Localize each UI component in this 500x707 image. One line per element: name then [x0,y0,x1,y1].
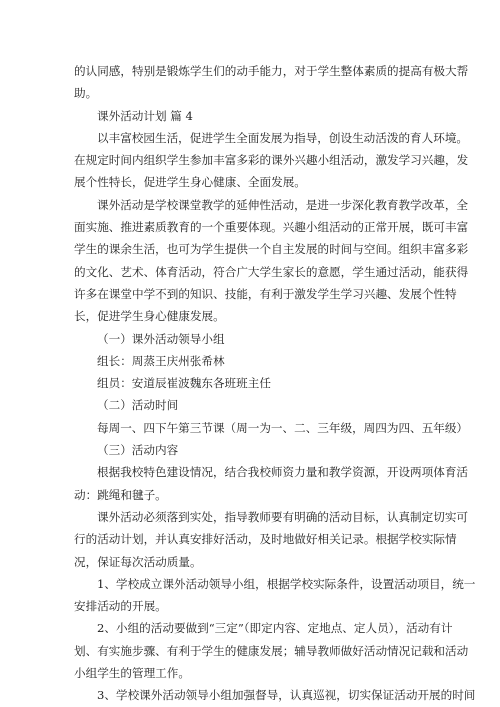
subsection-heading: （一）课外活动领导小组 [97,331,225,346]
text-line: 课外活动必须落到实处，指导教师要有明确的活动目标，认真制定切实可 [97,509,469,524]
text-line: 展个性特长，促进学生身心健康、全面发展。 [74,175,306,190]
text-line: 组员：安道辰崔波魏东各班班主任 [97,376,271,391]
text-line: 许多在课堂中学不到的知识、技能，有利于激发学生学习兴趣、发展个性特 [74,286,457,301]
text-line: 每周一、四下午第三节课（周一为一、二、三年级，周四为四、五年级） [97,420,469,435]
text-line: 课外活动是学校课堂教学的延伸性活动，是进一步深化教育教学改革，全 [97,197,469,212]
section-heading: 课外活动计划 篇 4 [97,108,193,123]
text-line: 况，保证每次活动质量。 [74,554,202,569]
document-page [74,60,476,707]
text-line: 小组学生的管理工作。 [74,666,190,681]
subsection-heading: （二）活动时间 [97,398,179,413]
text-line: 动：跳绳和毽子。 [74,487,167,502]
text-line: 助。 [74,86,98,101]
text-line: 学生的课余生活，也可为学生提供一个自主发展的时间与空间。组织丰富多彩 [74,242,469,257]
subsection-heading: （三）活动内容 [97,443,179,458]
text-line: 安排活动的开展。 [74,599,167,614]
text-line: 根据我校特色建设情况，结合我校师资力量和教学资源，开设两项体育活 [97,465,469,480]
text-line: 行的活动计划，并认真安排好活动，及时地做好相关记录。根据学校实际情 [74,532,457,547]
text-line: 1、学校成立课外活动领导小组，根据学校实际条件，设置活动项目，统一 [97,576,476,591]
text-line: 面实施、推进素质教育的一个重要体现。兴趣小组活动的正常开展，既可丰富 [74,220,469,235]
text-line: 2、小组的活动要做到“三定”（即定内容、定地点、定人员），活动有计 [97,621,453,636]
text-line: 以丰富校园生活，促进学生全面发展为指导，创设生动活泼的育人环境。 [97,130,469,145]
text-line: 的文化、艺术、体育活动，符合广大学生家长的意愿，学生通过活动，能获得 [74,264,469,279]
text-line: 组长：周蒸王庆州张希林 [97,353,225,368]
text-line: 的认同感，特别是锻炼学生们的动手能力，对于学生整体素质的提高有极大帮 [74,64,469,78]
text-line: 长，促进学生身心健康发展。 [74,309,225,324]
text-line: 在规定时间内组织学生参加丰富多彩的课外兴趣小组活动，激发学习兴趣，发 [74,153,469,168]
text-line: 3、学校课外活动领导小组加强督导，认真巡视，切实保证活动开展的时间 [97,688,476,703]
text-line: 划、有实施步骤、有利于学生的健康发展；辅导教师做好活动情况记载和活动 [74,643,469,658]
